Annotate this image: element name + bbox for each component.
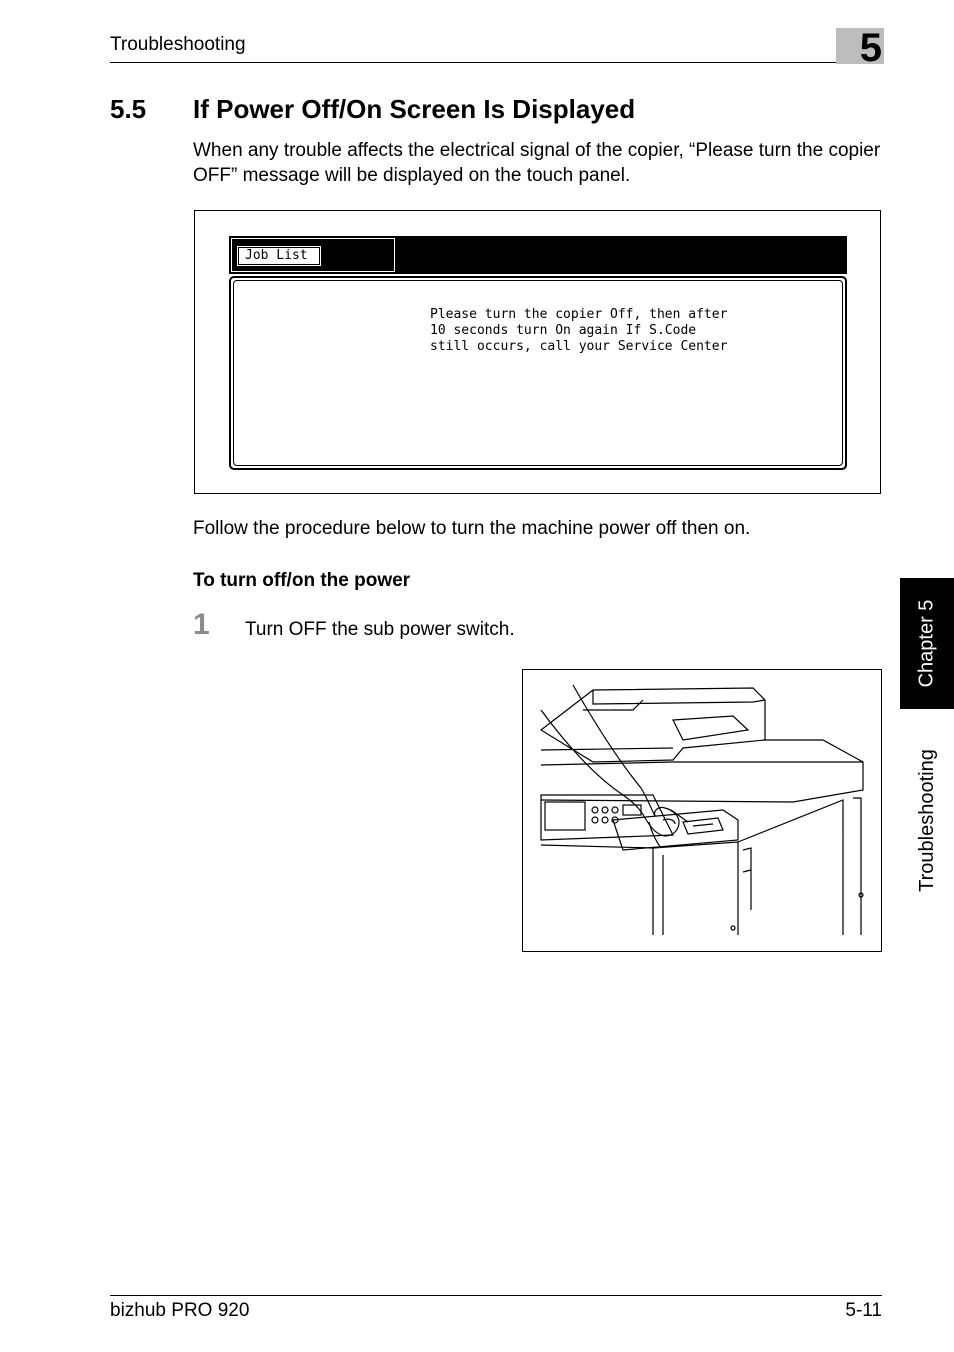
power-off-message bbox=[430, 307, 727, 355]
message-line-2: 10 seconds turn On again If S.Code bbox=[430, 323, 697, 338]
job-list-button[interactable]: Job List bbox=[238, 247, 320, 265]
side-tab-section-label: Troubleshooting bbox=[915, 748, 938, 892]
side-tab-chapter-label: Chapter 5 bbox=[915, 599, 938, 688]
step-number: 1 bbox=[193, 608, 210, 641]
section-number: 5.5 bbox=[110, 94, 147, 124]
step-text: Turn OFF the sub power switch. bbox=[245, 619, 515, 640]
message-line-3: still occurs, call your Service Center bbox=[430, 339, 728, 354]
header-divider bbox=[110, 62, 882, 63]
intro-paragraph: When any trouble affects the electrical signal of the copier, “Please turn the copier OFF” message will be displayed on the touch panel. bbox=[193, 140, 881, 186]
chapter-number: 5 bbox=[859, 26, 882, 70]
procedure-intro: Follow the procedure below to turn the machine power off then on. bbox=[193, 518, 751, 539]
footer-page-number: 5-11 bbox=[845, 1300, 882, 1321]
message-line-1: Please turn the copier Off, then after bbox=[430, 307, 728, 322]
side-tab-section bbox=[900, 720, 954, 920]
footer-product-name: bizhub PRO 920 bbox=[110, 1300, 250, 1321]
side-tab-chapter bbox=[900, 578, 954, 709]
sub-power-switch-illustration bbox=[522, 669, 882, 952]
running-header-title: Troubleshooting bbox=[110, 34, 246, 55]
footer-divider bbox=[110, 1295, 882, 1296]
copier-line-drawing bbox=[523, 670, 881, 951]
section-title: If Power Off/On Screen Is Displayed bbox=[193, 94, 636, 124]
procedure-heading: To turn off/on the power bbox=[193, 570, 411, 591]
